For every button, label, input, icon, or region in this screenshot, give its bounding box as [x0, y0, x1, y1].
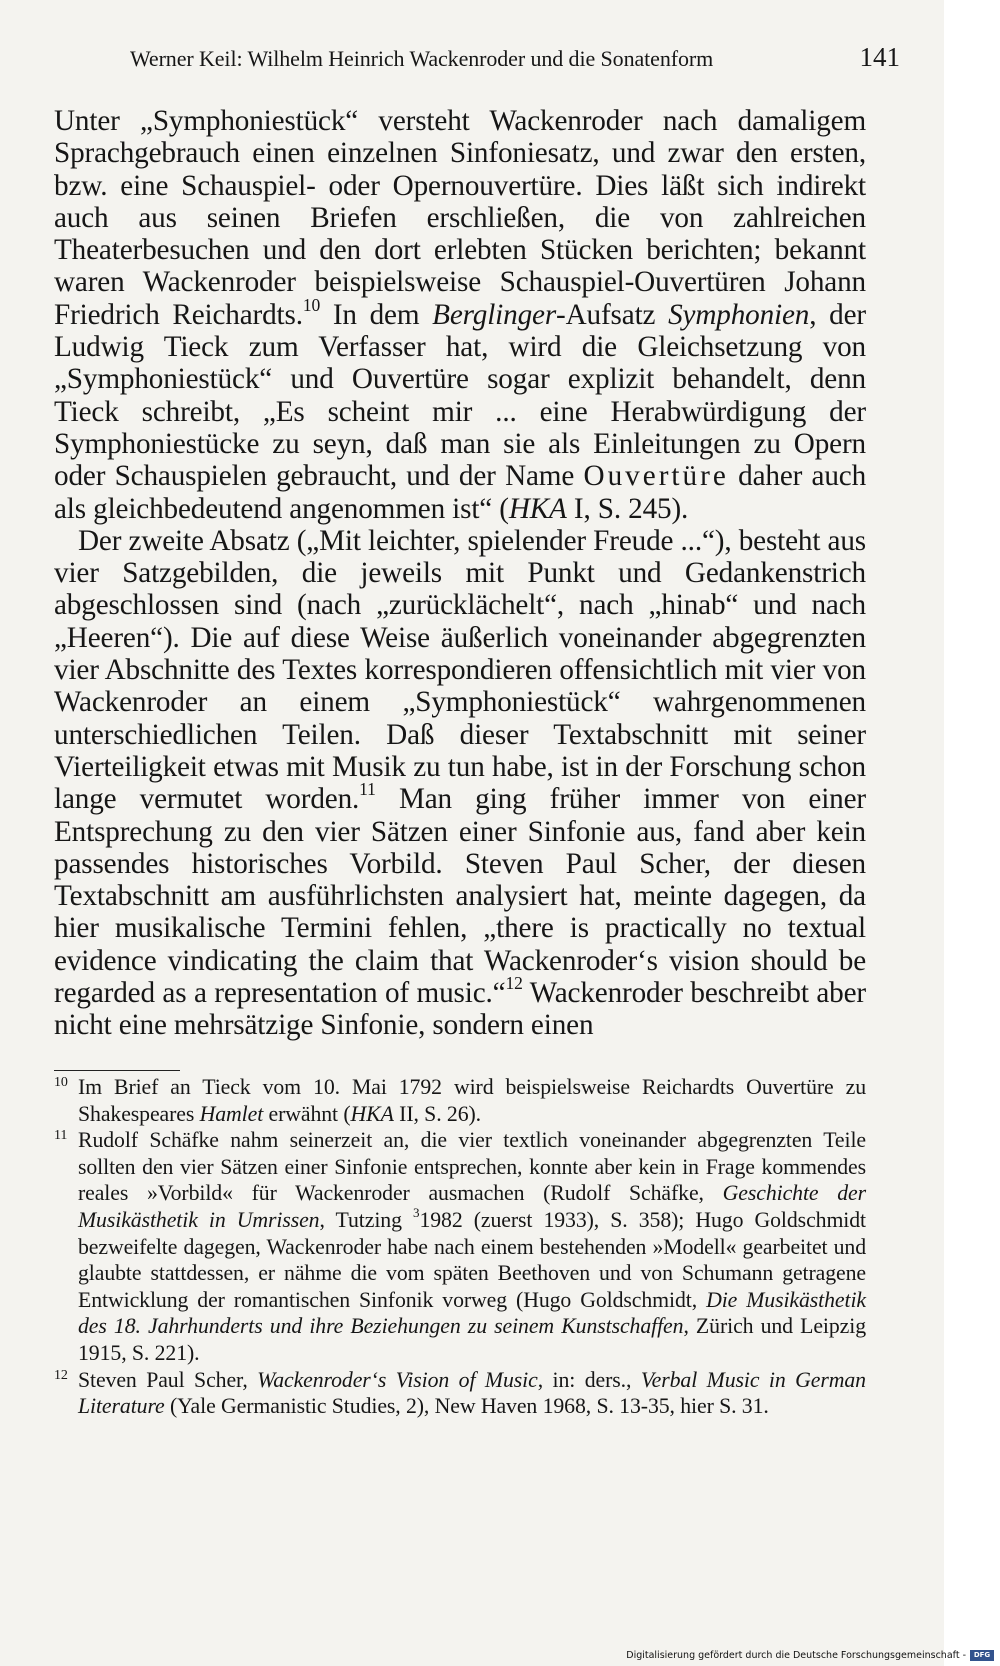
- footnote-reference-12: 12: [505, 972, 523, 993]
- italic-title: Die Musikästhetik des 18. Jahrhunderts und ihre Beziehungen zu seinem Kunstschaffen: [78, 1287, 866, 1339]
- italic-title: Verbal Music in German Literature: [78, 1367, 866, 1419]
- text-run: daher auch als gleichbedeutend angenommen ist“ (: [54, 460, 867, 525]
- letterspaced-term: Ouvertüre: [583, 460, 729, 493]
- footnote-12: [54, 1367, 866, 1420]
- text-run: I, S. 245).: [566, 492, 689, 525]
- text-run: erwähnt (: [263, 1101, 351, 1126]
- italic-title: Geschichte der Musikästhetik in Umrissen: [78, 1181, 866, 1232]
- digitization-credit: [626, 1648, 994, 1662]
- footnote-reference-11: 11: [359, 779, 376, 800]
- text-run: Man ging früher immer von einer Entsprechung zu den vier Sätzen einer Sinfonie aus, fand aber kein passendes historisches Vorbild. Steven Paul Scher, der diesen Textabschnitt am ausführlichsten analysiert hat, meinte dagegen, da hier musikalische Termini fehlen, „there is practically no textual evidence vindicating the claim that Wackenroder‘s vision should be regarded as a representation of music.“: [54, 783, 866, 1010]
- running-header-title: Werner Keil: Wilhelm Heinrich Wackenroder und die Sonatenform: [130, 46, 714, 71]
- text-run: , der Ludwig Tieck zum Verfasser hat, wird die Gleichsetzung von „Symphoniestück“ und Ouvertüre sogar explizit behandelt, denn Tieck schreibt, „Es scheint mir ... eine Herabwürdigung der Symphoniestücke zu seyn, daß man sie als Einleitungen zu Opern oder Schauspielen gebraucht, und der Name: [54, 298, 866, 493]
- dfg-logo-icon: DFG: [970, 1650, 994, 1661]
- italic-abbreviation: HKA: [508, 492, 567, 525]
- italic-title: Hamlet: [199, 1101, 264, 1126]
- text-run: II, S. 26).: [393, 1101, 482, 1126]
- footnote-11: [54, 1127, 866, 1366]
- paragraph-2: [54, 525, 866, 1042]
- text-run: , Zürich und Leipzig 1915, S. 221).: [78, 1314, 867, 1365]
- italic-title: Wackenroder‘s Vision of Music: [257, 1367, 538, 1392]
- italic-title: Symphonien: [668, 298, 810, 331]
- text-run: Unter „Symphoniestück“ versteht Wackenroder nach damaligem Sprachgebrauch einen einzelnen Sinfoniesatz, und zwar den ersten, bzw. eine Schauspiel- oder Opernouvertüre. Dies läßt sich indirekt auch aus seinen Briefen erschließen, die von zahlreichen Theaterbesuchen und den dort erlebten Stücken berichten; bekannt waren Wackenroder beispielsweise Schauspiel-Ouvertüren Johann Friedrich Reichardts.: [54, 105, 866, 331]
- text-run: In dem: [320, 298, 433, 331]
- footnote-10: [54, 1074, 866, 1127]
- text-run: -Aufsatz: [556, 298, 669, 331]
- footnotes: [54, 1074, 866, 1420]
- body-text: [54, 105, 866, 1042]
- footnote-number: 12: [54, 1367, 68, 1383]
- text-run: , Tutzing: [319, 1207, 413, 1232]
- text-run: , in: ders.,: [537, 1367, 641, 1392]
- text-run: Steven Paul Scher,: [78, 1367, 258, 1392]
- edition-superscript: 3: [413, 1205, 420, 1221]
- paragraph-1: [54, 105, 866, 525]
- running-header: [130, 42, 900, 82]
- text-run: Im Brief an Tieck vom 10. Mai 1792 wird beispielsweise Reichardts Ouvertüre zu Shakespeares: [78, 1075, 866, 1126]
- text-run: 1982 (zuerst 1933), S. 358); Hugo Goldschmidt bezweifelte dagegen, Wackenroder habe nach einem bestehenden »Modell« gearbeitet und glaubte stattdessen, er nähme die vom späten Beethoven und von Schumann getragene Entwicklung der romantischen Sinfonik vorweg (Hugo Goldschmidt,: [78, 1207, 867, 1312]
- footnote-reference-10: 10: [302, 294, 321, 315]
- italic-abbreviation: HKA: [350, 1101, 394, 1126]
- footnote-number: 11: [54, 1128, 68, 1144]
- text-run: Wackenroder beschreibt aber nicht eine mehrsätzige Sinfonie, sondern einen: [54, 977, 866, 1042]
- text-run: Der zweite Absatz („Mit leichter, spielender Freude ...“), besteht aus vier Satzgebilden, die jeweils mit Punkt und Gedankenstrich abgeschlossen sind (nach „zurücklächelt“, nach „hinab“ und nach „Heeren“). Die auf diese Weise äußerlich voneinander abgegrenzten vier Abschnitte des Textes korrespondieren offensichtlich mit vier von Wackenroder an einem „Symphoniestück“ wahrgenommenen unterschiedlichen Teilen. Daß dieser Textabschnitt mit seiner Vierteiligkeit etwas mit Musik zu tun habe, ist in der Forschung schon lange vermutet worden.: [54, 524, 866, 816]
- footnote-separator: [54, 1070, 180, 1071]
- digitization-credit-text: Digitalisierung gefördert durch die Deutsche Forschungsgemeinschaft -: [626, 1649, 966, 1661]
- text-run: Rudolf Schäfke nahm seinerzeit an, die vier textlich voneinander abgegrenzten Teile sollten den vier Sätzen einer Sinfonie entsprechen, konnte aber kein in Frage kommendes reales »Vorbild« für Wackenroder ausmachen (Rudolf Schäfke,: [78, 1128, 866, 1206]
- italic-title: Berglinger: [432, 298, 557, 331]
- page-number: 141: [859, 42, 900, 72]
- text-run: (Yale Germanistic Studies, 2), New Haven 1968, S. 13-35, hier S. 31.: [164, 1394, 769, 1419]
- footnote-number: 10: [54, 1075, 68, 1090]
